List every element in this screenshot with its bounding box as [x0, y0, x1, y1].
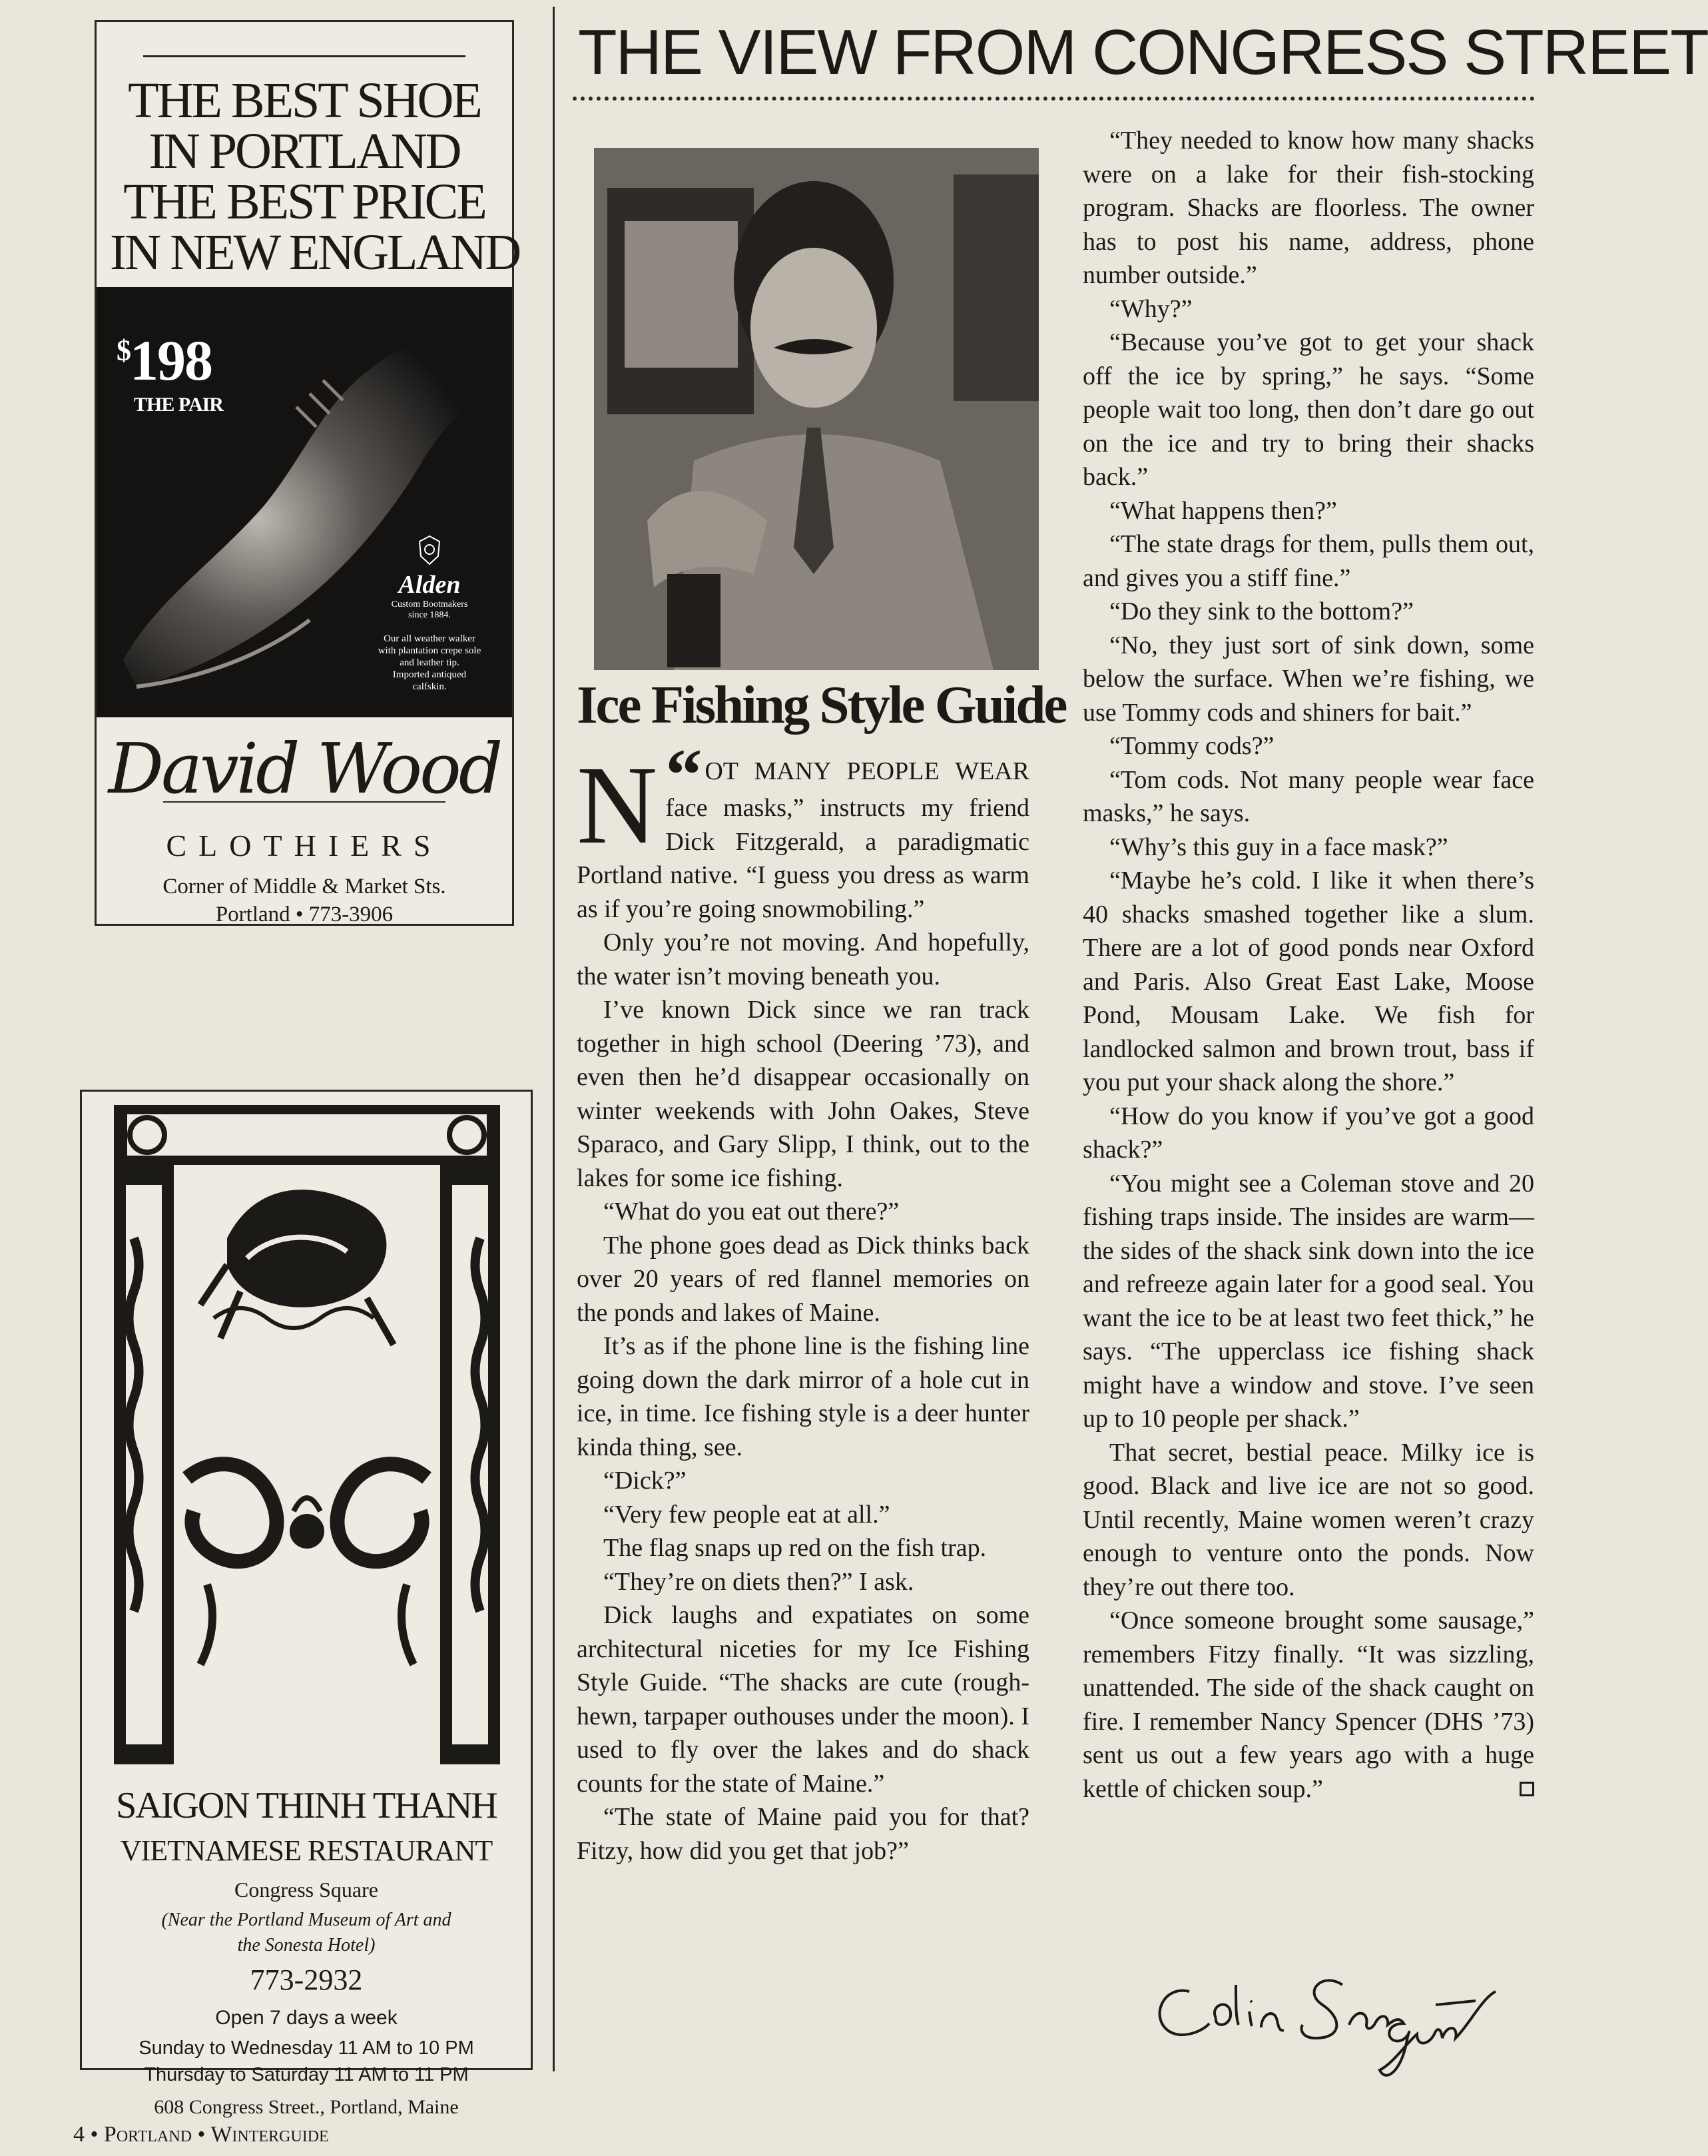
article-column-middle	[577, 734, 1029, 1868]
restaurant-landmark: (Near the Portland Museum of Art and	[161, 1910, 451, 1930]
article-paragraph: “They needed to know how many shacks were on a lake for their fish-stocking program. Shacks are floorless. The owner has to post his name, address, phone number outside.”	[1083, 127, 1534, 289]
article-paragraph: “The state of Maine paid you for that? Fitzy, how did you get that job?”	[577, 1803, 1029, 1865]
restaurant-hours: Sunday to Wednesday 11 AM to 10 PM	[139, 2037, 474, 2059]
article-paragraph: “Tommy cods?”	[1109, 732, 1275, 760]
price-tag: $198	[117, 328, 212, 392]
article-paragraph: “No, they just sort of sink down, some below the surface. When we’re fishing, we use Tommy cods and shiners for bait.”	[1083, 631, 1534, 727]
restaurant-address: 608 Congress Street., Portland, Maine	[154, 2096, 459, 2118]
article-paragraph: “Maybe he’s cold. I like it when there’s 40 shacks smashed together like a slum. There are a lot of good ponds near Oxford and Paris. Also Great East Lake, Moose Pond, Mousam Lake. We fish for landlocked salmon and brown trout, bass if you put your shack along the shore.”	[1083, 867, 1534, 1096]
brand-sub: Custom Bootmakers since 1884.	[391, 599, 468, 620]
ad-saigon-thinh-thanh	[80, 1090, 533, 2118]
article-paragraph: Only you’re not moving. And hopefully, the water isn’t moving beneath you.	[577, 928, 1029, 990]
article-paragraph: “Dick?”	[603, 1467, 687, 1495]
headline-line: IN PORTLAND	[148, 123, 460, 179]
restaurant-hours: Thursday to Saturday 11 AM to 11 PM	[144, 2064, 469, 2085]
ad-david-wood	[95, 20, 520, 926]
article-paragraph: It’s as if the phone line is the fishing line going down the dark mirror of a hole cut in ice, in time. Ice fishing style is a deer hunter kinda thing, see.	[577, 1332, 1029, 1461]
lede-text: OT MANY PEOPLE WEAR face masks,” instructs my friend Dick Fitzgerald, a paradigmatic Portland native. “I guess you dress as warm as if you’re going snowmobiling.”	[577, 757, 1029, 923]
alden-brand	[363, 534, 496, 693]
article-paragraph: “They’re on diets then?” I ask.	[603, 1567, 914, 1596]
article-final-text: “Once someone brought some sausage,” remembers Fitzy finally. “It was sizzling, unattended. The side of the shack caught on fire. I remember Nancy Spencer (DHS ’73) sent us out a few years ago with a huge kettle of chicken soup.”	[1083, 1607, 1534, 1803]
section-masthead: THE VIEW FROM CONGRESS STREET	[578, 17, 1708, 88]
restaurant-type: VIETNAMESE RESTAURANT	[120, 1834, 493, 1867]
store-name: David Wood	[108, 728, 501, 809]
store-address: Corner of Middle & Market Sts.	[162, 875, 446, 898]
dragon-archway-illustration	[107, 1105, 507, 1771]
article-column-right	[1083, 124, 1534, 1806]
drop-cap: N	[577, 743, 658, 867]
brand-name: Alden	[398, 571, 461, 599]
shoe-photo	[97, 287, 512, 717]
restaurant-name: SAIGON THINH THANH	[116, 1785, 497, 1826]
crest-icon	[413, 534, 446, 567]
headline-line: THE BEST PRICE	[123, 174, 485, 230]
article-paragraph: Dick laughs and expatiates on some architectural niceties for my Ice Fishing Style Guide. “The shacks are cute (rough-hewn, tarpaper outhouses under the moon). I used to fly over the lakes and do shack counts for the state of Maine.”	[577, 1601, 1029, 1798]
article-paragraph: “Why?”	[1109, 294, 1193, 323]
masthead-dotted-rule	[573, 97, 1535, 101]
article-paragraph: “What do you eat out there?”	[603, 1198, 900, 1226]
article-paragraph: “You might see a Coleman stove and 20 fishing traps inside. The insides are warm—the sides of the shack sink down into the ice and refreeze again later for a good seal. You want the ice to be at least two feet thick,” he says. “The upperclass ice fishing shack might have a window and stove. I’ve seen up to 10 people per shack.”	[1083, 1169, 1534, 1433]
headline-line: THE BEST SHOE	[128, 73, 481, 129]
article-title: Ice Fishing Style Guide	[577, 675, 1066, 735]
ad-top-rule	[143, 55, 465, 57]
article-paragraph: “Do they sink to the bottom?”	[1109, 597, 1414, 625]
article-paragraph: The flag snaps up red on the fish trap.	[603, 1534, 987, 1562]
product-description: Our all weather walker with plantation crepe sole and leather tip. Imported antiqued calfskin.	[378, 633, 481, 692]
article-paragraph: “The state drags for them, pulls them out, and gives you a stiff fine.”	[1083, 530, 1534, 592]
author-signature	[1143, 1945, 1516, 2078]
end-mark-icon	[1520, 1782, 1534, 1796]
restaurant-landmark: the Sonesta Hotel)	[237, 1935, 376, 1956]
ad-name-rule	[163, 801, 445, 803]
article-paragraph: “What happens then?”	[1109, 496, 1337, 525]
open-quote-mark: “	[665, 734, 703, 815]
price-unit: THE PAIR	[134, 394, 223, 416]
author-portrait-photo	[594, 148, 1039, 670]
headline-line: IN NEW ENGLAND	[110, 224, 520, 280]
ad-headline	[110, 73, 520, 280]
article-paragraph: I’ve known Dick since we ran track together in high school (Deering ’73), and even then he’d disappear occasionally on winter weekends with John Oakes, Steve Sparaco, and Gary Slipp, I think, out to the lakes for some ice fishing.	[577, 996, 1029, 1192]
restaurant-location: Congress Square	[234, 1878, 378, 1902]
column-divider	[553, 7, 555, 2071]
article-paragraph: “Because you’ve got to get your shack off the ice by spring,” he says. “Some people wait too long, then don’t dare go out on the ice and try to bring their shacks back.”	[1083, 328, 1534, 491]
article-final-paragraph	[1083, 1604, 1534, 1806]
portrait-illustration	[594, 148, 1039, 670]
article-paragraph: “Very few people eat at all.”	[603, 1500, 890, 1529]
article-paragraph: The phone goes dead as Dick thinks back over 20 years of red flannel memories on the ponds and lakes of Maine.	[577, 1231, 1029, 1327]
store-type: CLOTHIERS	[166, 829, 443, 863]
restaurant-phone: 773-2932	[250, 1964, 363, 1996]
article-lede	[577, 734, 1029, 926]
page-footer: 4 • Portland • Winterguide	[73, 2122, 329, 2147]
restaurant-open-days: Open 7 days a week	[215, 2007, 398, 2029]
store-city-phone: Portland • 773-3906	[215, 902, 394, 926]
article-paragraph: “Tom cods. Not many people wear face masks,” he says.	[1083, 765, 1534, 827]
article-paragraph: That secret, bestial peace. Milky ice is good. Black and live ice are not so good. Until recently, Maine women weren’t crazy enough to venture onto the ponds. Now they’re out there too.	[1083, 1438, 1534, 1601]
article-paragraph: “How do you know if you’ve got a good shack?”	[1083, 1102, 1534, 1164]
article-paragraph: “Why’s this guy in a face mask?”	[1109, 833, 1448, 861]
